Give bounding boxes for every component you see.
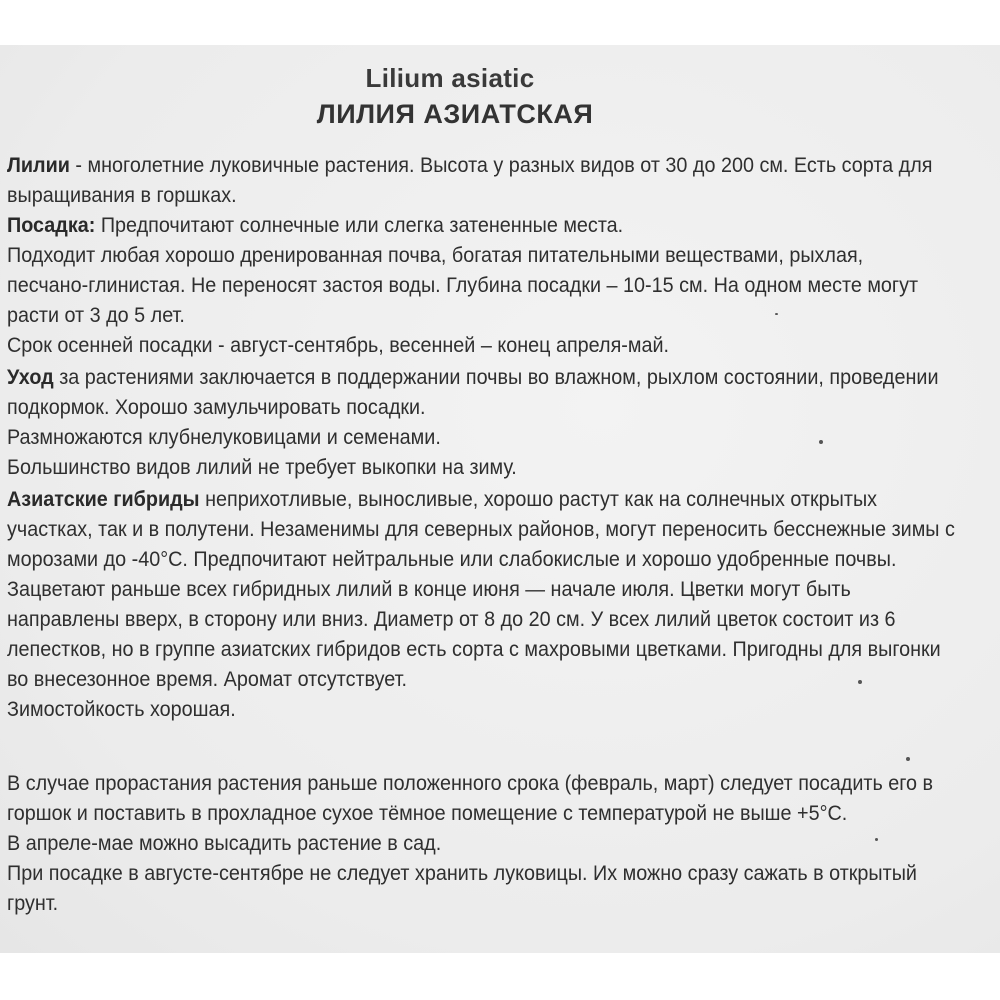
latin-title: Lilium asiatic [365, 63, 535, 93]
hybrids-text: неприхотливые, выносливые, хорошо растут как на солнечных открытых участках, так и в полутени. Незаменимы для северных районов, могут переносить бесснежные зимы с морозами до -40°С. Предпочитают нейтральные или слабокислые и хорошо удобренные почвы. Зацветают раньше всех гибридных лилий в конце июня — начале июля. Цветки могут быть направлены вверх, в сторону или вниз. Диаметр от 8 до 20 см. У всех лилий цветок состоит из 6 лепестков, но в группе азиатских гибридов есть сорта с махровыми цветками. Пригодны для выгонки во внесезонное время. Аромат отсутствует. Зимостойкость хорошая. [7, 487, 955, 721]
speck [775, 313, 778, 315]
speck [858, 680, 862, 684]
early-sprouting-text: В случае прорастания растения раньше положенного срока (февраль, март) следует посадить его в горшок и поставить в прохладное сухое тёмное помещение с температурой не выше +5°С. В апреле-мае можно высадить растение в сад. При посадке в августе-сентябре не следует хранить луковицы. Их можно сразу сажать в открытый грунт. [7, 771, 934, 915]
early-sprouting-paragraph [7, 768, 991, 918]
term-ukhod: Уход [7, 365, 54, 389]
intro-text: - многолетние луковичные растения. Высота у разных видов от 30 до 200 см. Есть сорта для выращивания в горшках. [7, 153, 933, 207]
hybrids-paragraph [7, 484, 991, 724]
intro-paragraph [7, 150, 991, 210]
russian-title: ЛИЛИЯ АЗИАТСКАЯ [316, 99, 594, 129]
term-lilii: Лилии [7, 153, 70, 177]
planting-paragraph [7, 210, 991, 360]
care-text: за растениями заключается в поддержании почвы во влажном, рыхлом состоянии, проведении подкормок. Хорошо замульчировать посадки. Размножаются клубнелуковицами и семенами. Большинство видов лилий не требует выкопки на зиму. [7, 365, 939, 479]
term-hybrids: Азиатские гибриды [7, 487, 200, 511]
term-posadka: Посадка: [7, 213, 96, 237]
speck [875, 838, 878, 841]
speck [819, 440, 823, 444]
planting-text: Предпочитают солнечные или слегка затененные места. Подходит любая хорошо дренированная почва, богатая питательными веществами, рыхлая, песчано-глинистая. Не переносят застоя воды. Глубина посадки – 10-15 см. На одном месте могут расти от 3 до 5 лет. Срок осенней посадки - август-сентябрь, весенней – конец апреля-май. [7, 213, 919, 357]
speck [906, 757, 910, 761]
care-paragraph [7, 362, 991, 482]
